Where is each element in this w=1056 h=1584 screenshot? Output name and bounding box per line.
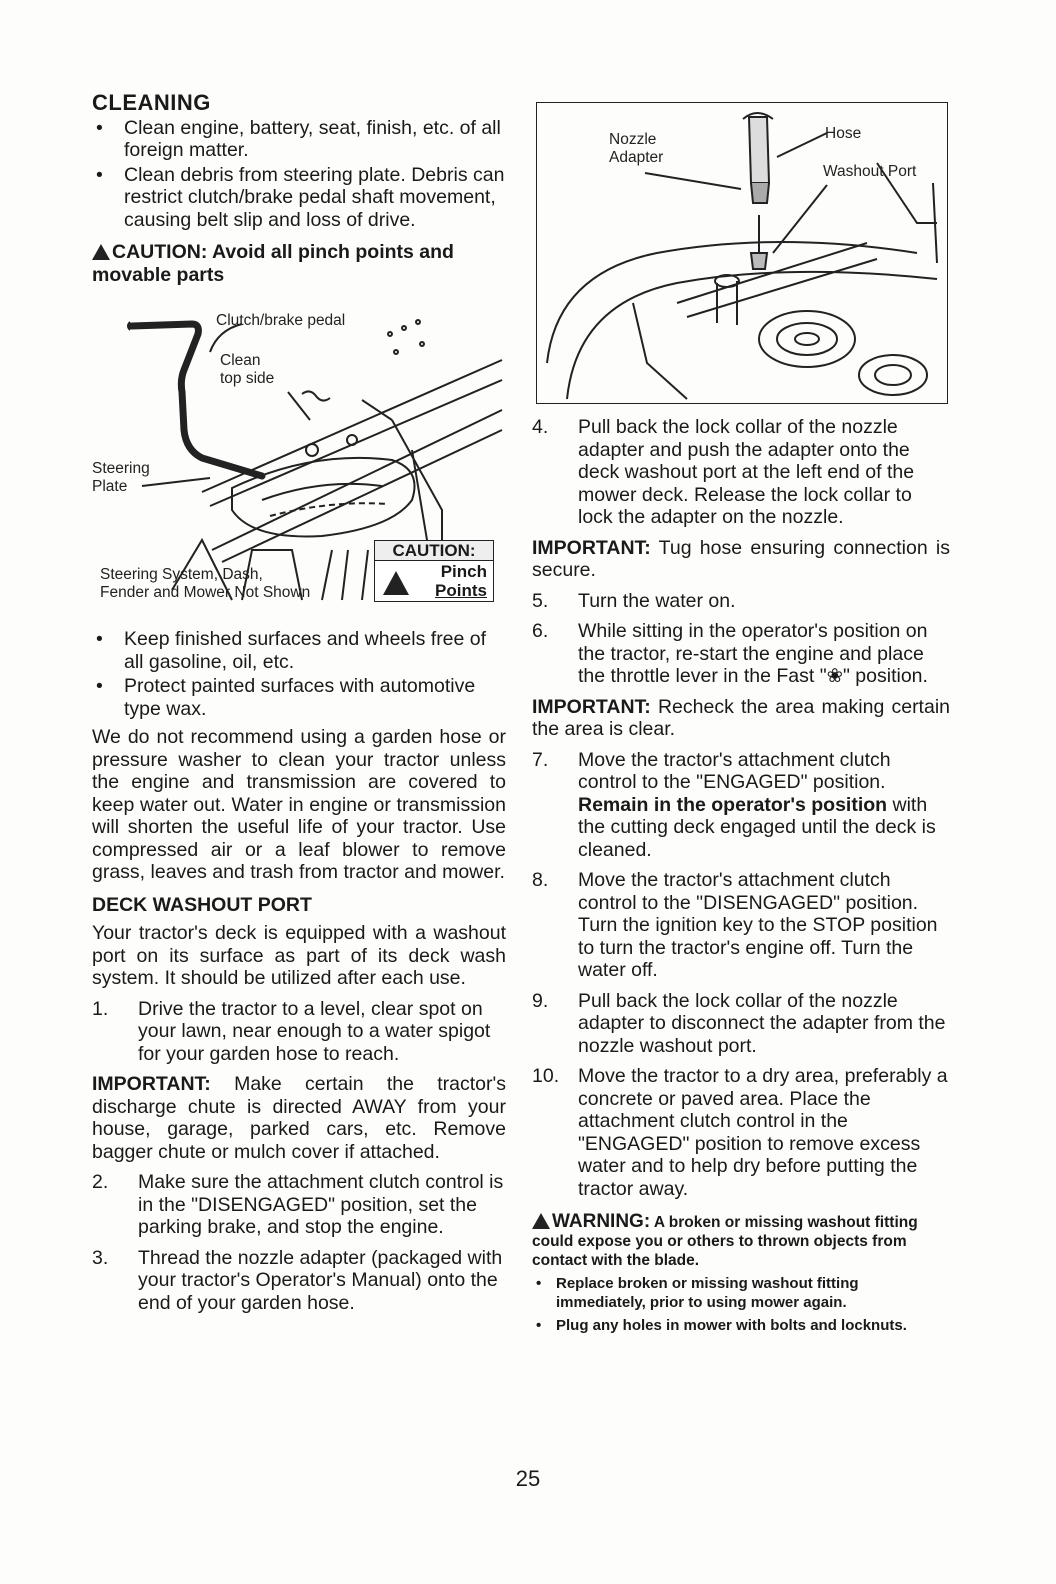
page-number: 25 xyxy=(515,1466,541,1491)
left-column xyxy=(92,92,506,1322)
surface-bullet-2: • Protect painted surfaces with automotive type wax. xyxy=(96,675,476,720)
step-6: 6. While sitting in the operator's position on the tractor, re-start the engine and place the throttle lever in the Fast "❀" position. xyxy=(532,620,928,687)
pinch-caution-text: CAUTION: xyxy=(375,541,493,561)
label-adapter: Adapter xyxy=(609,149,664,166)
deck-washout-heading: DECK WASHOUT PORT xyxy=(92,893,312,916)
label-hose: Hose xyxy=(825,125,862,142)
steering-plate-figure xyxy=(92,300,506,618)
warning-triangle-icon xyxy=(532,1213,550,1229)
step-4: 4. Pull back the lock collar of the nozzle adapter and push the adapter onto the deck washout port at the left end of the mower deck. Release the lock collar to lock the adapter on the nozzle. xyxy=(532,416,915,528)
washout-port-figure xyxy=(536,102,948,404)
label-clean: Clean xyxy=(220,352,261,369)
label-plate: Plate xyxy=(92,478,128,495)
step-10: 10. Move the tractor to a dry area, preferably a concrete or paved area. Place the attachment clutch control in the "ENGAGED" position to remove excess water and to help dry before putting the tractor away. xyxy=(532,1065,948,1200)
step-1: 1. Drive the tractor to a level, clear spot on your lawn, near enough to a water spigot for your garden hose to reach. xyxy=(92,997,491,1065)
label-top-side: top side xyxy=(220,370,275,387)
label-clutch-brake-pedal: Clutch/brake pedal xyxy=(216,312,346,329)
caution-pinch-notice: CAUTION: Avoid all pinch points and movable parts xyxy=(92,241,454,286)
pinch-points-label xyxy=(374,540,494,602)
warning-notice: WARNING: A broken or missing washout fitting could expose you or others to thrown objects from contact with the blade. xyxy=(532,1211,918,1269)
caption-line-2: Fender and Mower Not Shown xyxy=(100,584,311,601)
step-7: 7. Move the tractor's attachment clutch control to the "ENGAGED" position. Remain in the operator's position with the cutting deck engaged until the deck is cleaned. xyxy=(532,748,936,861)
hose-paragraph: We do not recommend using a garden hose or pressure washer to clean your tractor unless the engine and transmission are covered to keep water out. Water in engine or transmission will shorten the useful life of your tractor. Use compressed air or a leaf blower to remove grass, leaves and trash from tractor and mower. xyxy=(92,726,506,883)
warning-triangle-icon xyxy=(92,244,110,260)
label-steering: Steering xyxy=(92,460,150,477)
deck-paragraph: Your tractor's deck is equipped with a washout port on its surface as part of its deck wash system. It should be utilized after each use. xyxy=(92,922,506,989)
label-nozzle: Nozzle xyxy=(609,131,657,148)
label-washout-port: Washout Port xyxy=(823,163,917,180)
caption-line-1: Steering System, Dash, xyxy=(100,566,263,583)
pinch-warning-icon xyxy=(383,571,409,595)
pinch-points-word: Points xyxy=(435,581,487,600)
important-3: IMPORTANT: Recheck the area making certain the area is clear. xyxy=(532,695,950,740)
step-8: 8. Move the tractor's attachment clutch control to the "DISENGAGED" position. Turn the ignition key to the STOP position to turn the tractor's engine off. Turn the water off. xyxy=(532,869,938,981)
pinch-body xyxy=(375,561,493,601)
step-3: 3. Thread the nozzle adapter (packaged with your tractor's Operator's Manual) onto the end of your garden hose. xyxy=(92,1246,503,1314)
important-1: IMPORTANT: Make certain the tractor's discharge chute is directed AWAY from your house, garage, parked cars, etc. Remove bagger chute or mulch cover if attached. xyxy=(92,1073,506,1163)
cleaning-heading: CLEANING xyxy=(92,90,211,115)
pinch-word: Pinch xyxy=(440,562,487,581)
surface-bullet-1: • Keep finished surfaces and wheels free of all gasoline, oil, etc. xyxy=(96,628,487,673)
step-5: 5. Turn the water on. xyxy=(532,589,736,612)
cleaning-bullet-2: • Clean debris from steering plate. Debris can restrict clutch/brake pedal shaft movement, causing belt slip and loss of drive. xyxy=(96,163,505,231)
cleaning-bullet-1: • Clean engine, battery, seat, finish, etc. of all foreign matter. xyxy=(96,116,501,161)
warning-bullet-2: • Plug any holes in mower with bolts and locknuts. xyxy=(536,1317,907,1334)
washout-port-illustration xyxy=(537,103,947,403)
step-9: 9. Pull back the lock collar of the nozzle adapter to disconnect the adapter from the nozzle washout port. xyxy=(532,989,946,1057)
step-2: 2. Make sure the attachment clutch control is in the "DISENGAGED" position, set the parking brake, and stop the engine. xyxy=(92,1171,504,1238)
important-2: IMPORTANT: Tug hose ensuring connection is secure. xyxy=(532,536,950,581)
warning-bullet-1: • Replace broken or missing washout fitting immediately, prior to using mower again. xyxy=(536,1275,859,1311)
right-column xyxy=(532,92,950,1337)
